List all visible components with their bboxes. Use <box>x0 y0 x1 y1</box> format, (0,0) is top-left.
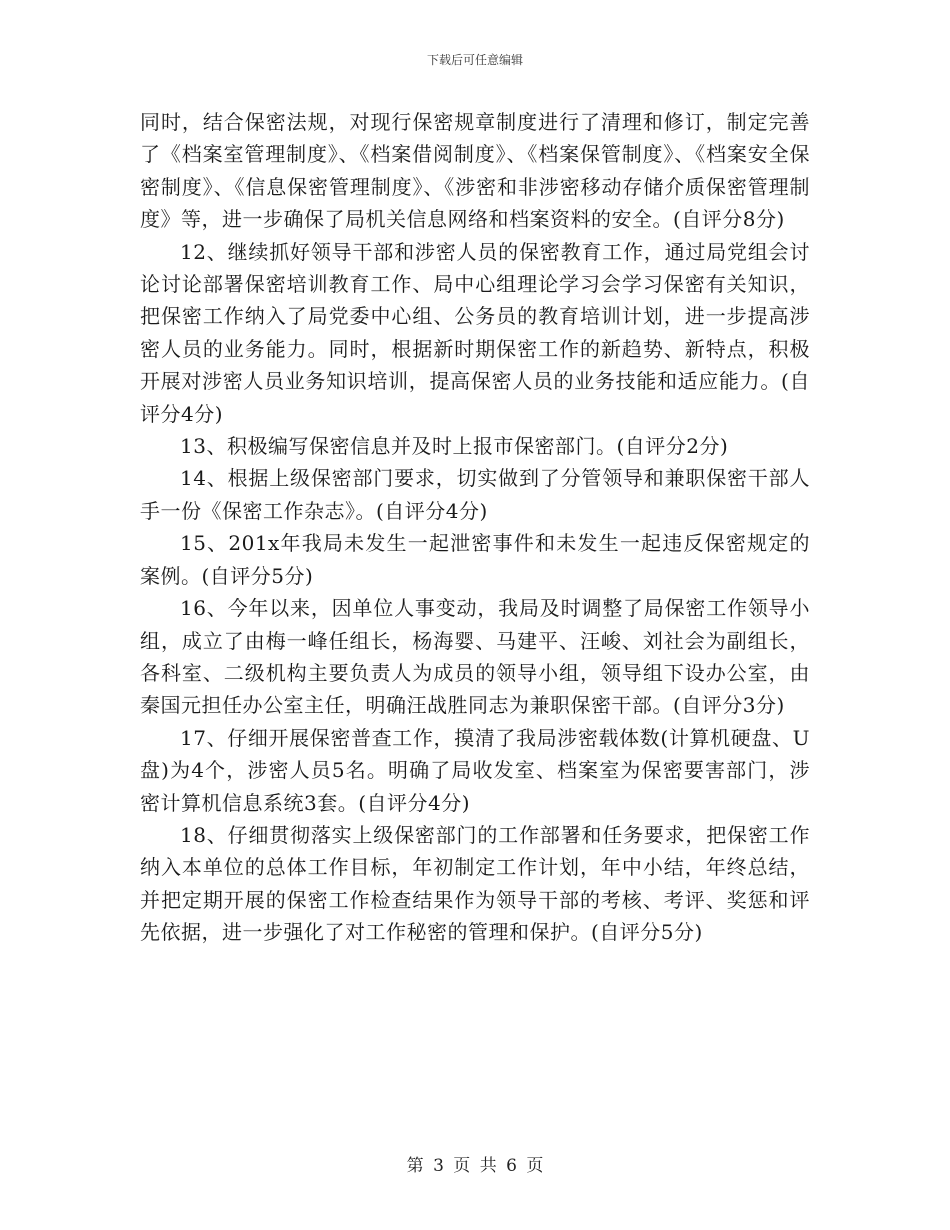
paragraph-continuation: 同时，结合保密法规，对现行保密规章制度进行了清理和修订，制定完善了《档案室管理制度》、《档案借阅制度》、《档案保管制度》、《档案安全保密制度》、《信息保密管理制度》、《涉密和非涉密移动存储介质保密管理制度》等，进一步确保了局机关信息网络和档案资料的安全。(自评分8分) <box>140 110 810 232</box>
page-header: 下载后可任意编辑 <box>426 53 523 67</box>
paragraph-item-18: 18、仔细贯彻落实上级保密部门的工作部署和任务要求，把保密工作纳入本单位的总体工作目标，年初制定工作计划，年中小结，年终总结，并把定期开展的保密工作检查结果作为领导干部的考核、考评、奖惩和评先依据，进一步强化了对工作秘密的管理和保护。(自评分5分) <box>140 822 810 945</box>
paragraph-item-15: 15、201x年我局未发生一起泄密事件和未发生一起违反保密规定的案例。(自评分5分) <box>140 531 810 588</box>
paragraph-item-13: 13、积极编写保密信息并及时上报市保密部门。(自评分2分) <box>180 434 729 459</box>
paragraph-item-16: 16、今年以来，因单位人事变动，我局及时调整了局保密工作领导小组，成立了由梅一峰任组长，杨海婴、马建平、汪峻、刘社会为副组长，各科室、二级机构主要负责人为成员的领导小组，领导组下设办公室，由秦国元担任办公室主任，明确汪战胜同志为兼职保密干部。(自评分3分) <box>140 596 810 718</box>
document-body <box>140 106 810 949</box>
paragraph-item-17: 17、仔细开展保密普查工作，摸清了我局涉密载体数(计算机硬盘、U盘)为4个，涉密人员5名。明确了局收发室、档案室为保密要害部门，涉密计算机信息系统3套。(自评分4分) <box>140 725 810 815</box>
page-number-footer: 第 3 页 共 6 页 <box>406 1156 544 1176</box>
paragraph-item-14: 14、根据上级保密部门要求，切实做到了分管领导和兼职保密干部人手一份《保密工作杂志》。(自评分4分) <box>140 466 810 523</box>
paragraph-item-12: 12、继续抓好领导干部和涉密人员的保密教育工作，通过局党组会讨论讨论部署保密培训教育工作、局中心组理论学习会学习保密有关知识，把保密工作纳入了局党委中心组、公务员的教育培训计划，进一步提高涉密人员的业务能力。同时，根据新时期保密工作的新趋势、新特点，积极开展对涉密人员业务知识培训，提高保密人员的业务技能和适应能力。(自评分4分) <box>140 239 810 426</box>
